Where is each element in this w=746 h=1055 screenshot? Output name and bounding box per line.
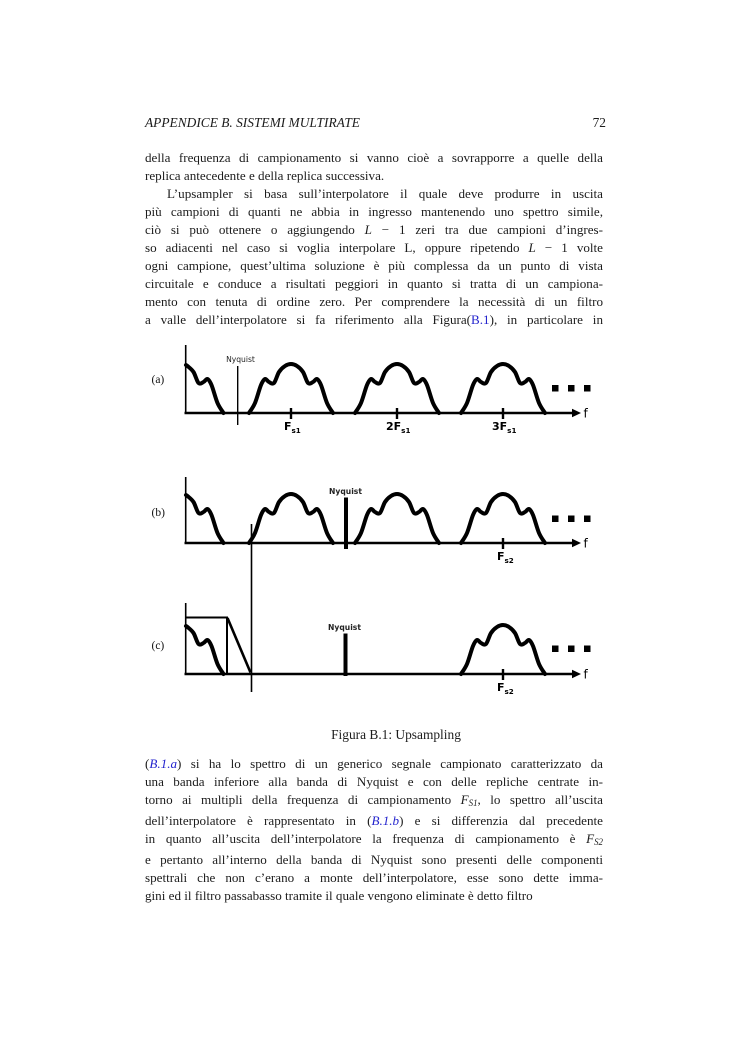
- text-line: [145, 203, 603, 221]
- filter-transition-edge: [228, 618, 251, 673]
- figure-ref-link[interactable]: B.1.b: [371, 813, 400, 828]
- text-line: [145, 275, 603, 293]
- spectrum-replica-curve: [461, 494, 545, 543]
- baseband-spectrum-curve: [186, 495, 224, 543]
- text-segment: circuitale e conduce a risultati peggiori in quanto si tratta di un campiona-: [145, 276, 603, 291]
- text-segment: gini ed il filtro passabasso tramite il quale vengono eliminate è detto filtro: [145, 888, 533, 903]
- text-segment: ogni campione, quest’ultima soluzione è più complessa da un punto di vista: [145, 258, 603, 273]
- text-segment: ) e si differenzia dal precedente: [399, 813, 603, 828]
- text-segment: mento con tenuta di ordine zero. Per comprendere la necessità di un filtro: [145, 294, 603, 309]
- text-line: [145, 311, 603, 329]
- tick-label: $2F_{s1}$: [386, 420, 411, 435]
- text-segment: F: [586, 831, 595, 846]
- page-header: [145, 115, 606, 133]
- panel-label: (b): [151, 507, 165, 519]
- panel-label: (a): [151, 374, 165, 386]
- text-segment: e pertanto all’interno della banda di Nyquist sono presenti delle componenti: [145, 852, 603, 867]
- text-segment: F: [460, 792, 469, 807]
- text-line: [145, 755, 603, 773]
- text-line: [145, 791, 603, 812]
- running-title: APPENDICE B. SISTEMI MULTIRATE: [145, 115, 360, 130]
- spectrum-replica-curve: [355, 364, 439, 413]
- text-segment: più campioni di quanti ne abbia in ingresso mantenendo uno spettro simile,: [145, 204, 603, 219]
- text-segment: , lo spettro all’uscita: [477, 792, 603, 807]
- baseband-spectrum-curve: [186, 626, 224, 674]
- text-segment: della frequenza di campionamento si vanno cioè a sovrapporre a quelle della: [145, 150, 603, 165]
- text-segment: so adiacenti nel caso si voglia interpolare L, oppure ripetendo: [145, 240, 529, 255]
- body-text-upper: [145, 149, 603, 329]
- spectrum-replica-curve: [249, 494, 333, 543]
- text-line: [145, 887, 603, 905]
- text-segment: − 1 volte: [535, 240, 603, 255]
- para-overlap: [145, 149, 603, 185]
- baseband-spectrum-curve: [186, 365, 224, 413]
- text-line: [145, 773, 603, 791]
- spectrum-replica-curve: [355, 494, 439, 543]
- figure-ref-link[interactable]: B.1: [471, 312, 490, 327]
- text-line: [145, 851, 603, 869]
- axis-arrow: [572, 539, 581, 548]
- ellipsis-dots: [552, 516, 559, 523]
- ellipsis-dots: [584, 516, 591, 523]
- text-segment: ), in particolare in: [489, 312, 603, 327]
- spectrum-replica-curve: [461, 625, 545, 674]
- figure-ref-link[interactable]: B.1.a: [149, 756, 178, 771]
- text-line: [145, 185, 603, 203]
- text-segment: − 1 zeri tra due campioni d’ingres-: [371, 222, 603, 237]
- text-line: [145, 239, 603, 257]
- text-line: [145, 167, 603, 185]
- text-line: [145, 293, 603, 311]
- text-segment: S2: [594, 837, 603, 847]
- frequency-axis-label: f: [583, 667, 588, 682]
- tick-label: $F_{s1}$: [284, 420, 301, 435]
- text-segment: S1: [468, 798, 478, 808]
- text-segment: dell’interpolatore è rappresentato in (: [145, 813, 372, 828]
- text-segment: una banda inferiore alla banda di Nyquist e con delle repliche centrate in-: [145, 774, 603, 789]
- spectrum-replica-curve: [249, 364, 333, 413]
- text-segment: in quanto all’uscita dell’interpolatore la frequenza di campionamento è: [145, 831, 587, 846]
- axis-arrow: [572, 409, 581, 418]
- nyquist-label: Nyquist: [328, 623, 361, 632]
- text-segment: spettrali che non c’erano a monte dell’interpolatore, esse sono dette imma-: [145, 870, 603, 885]
- figure-caption: Figura B.1: Upsampling: [331, 727, 461, 742]
- figure-b1-upsampling: [140, 338, 620, 702]
- text-line: [145, 257, 603, 275]
- tick-label: $F_{s2}$: [497, 550, 514, 565]
- frequency-axis-label: f: [583, 536, 588, 551]
- ellipsis-dots: [568, 516, 575, 523]
- para-upsampler: [145, 185, 603, 329]
- nyquist-label: Nyquist: [329, 487, 362, 496]
- text-segment: L: [528, 240, 536, 255]
- ellipsis-dots: [568, 646, 575, 653]
- body-text-lower: [145, 755, 603, 905]
- text-segment: L’upsampler si basa sull’interpolatore il quale deve produrre in uscita: [167, 186, 603, 201]
- tick-label: $3F_{s1}$: [492, 420, 517, 435]
- text-segment: (: [145, 756, 150, 771]
- text-line: [145, 869, 603, 887]
- axis-arrow: [572, 670, 581, 679]
- filter-outline: [186, 618, 227, 674]
- para-spettro: [145, 755, 603, 905]
- text-segment: replica antecedente e della replica successiva.: [145, 168, 385, 183]
- panel-label: (c): [151, 640, 165, 652]
- text-line: [145, 812, 603, 830]
- text-segment: torno ai multipli della frequenza di campionamento: [145, 792, 461, 807]
- text-segment: L: [364, 222, 372, 237]
- ellipsis-dots: [568, 385, 575, 392]
- tick-label: $F_{s2}$: [497, 681, 514, 696]
- spectrum-replica-curve: [461, 364, 545, 413]
- text-segment: ) si ha lo spettro di un generico segnale campionato caratterizzato da: [177, 756, 603, 771]
- text-line: [145, 149, 603, 167]
- ellipsis-dots: [584, 646, 591, 653]
- nyquist-label: Nyquist: [226, 355, 255, 364]
- text-line: [145, 221, 603, 239]
- text-line: [145, 830, 603, 851]
- ellipsis-dots: [552, 385, 559, 392]
- ellipsis-dots: [552, 646, 559, 653]
- frequency-axis-label: f: [583, 406, 588, 421]
- page-number: 72: [592, 115, 606, 130]
- text-segment: a valle dell’interpolatore si fa riferimento alla Figura(: [145, 312, 472, 327]
- ellipsis-dots: [584, 385, 591, 392]
- text-segment: ciò si può ottenere o aggiungendo: [145, 222, 365, 237]
